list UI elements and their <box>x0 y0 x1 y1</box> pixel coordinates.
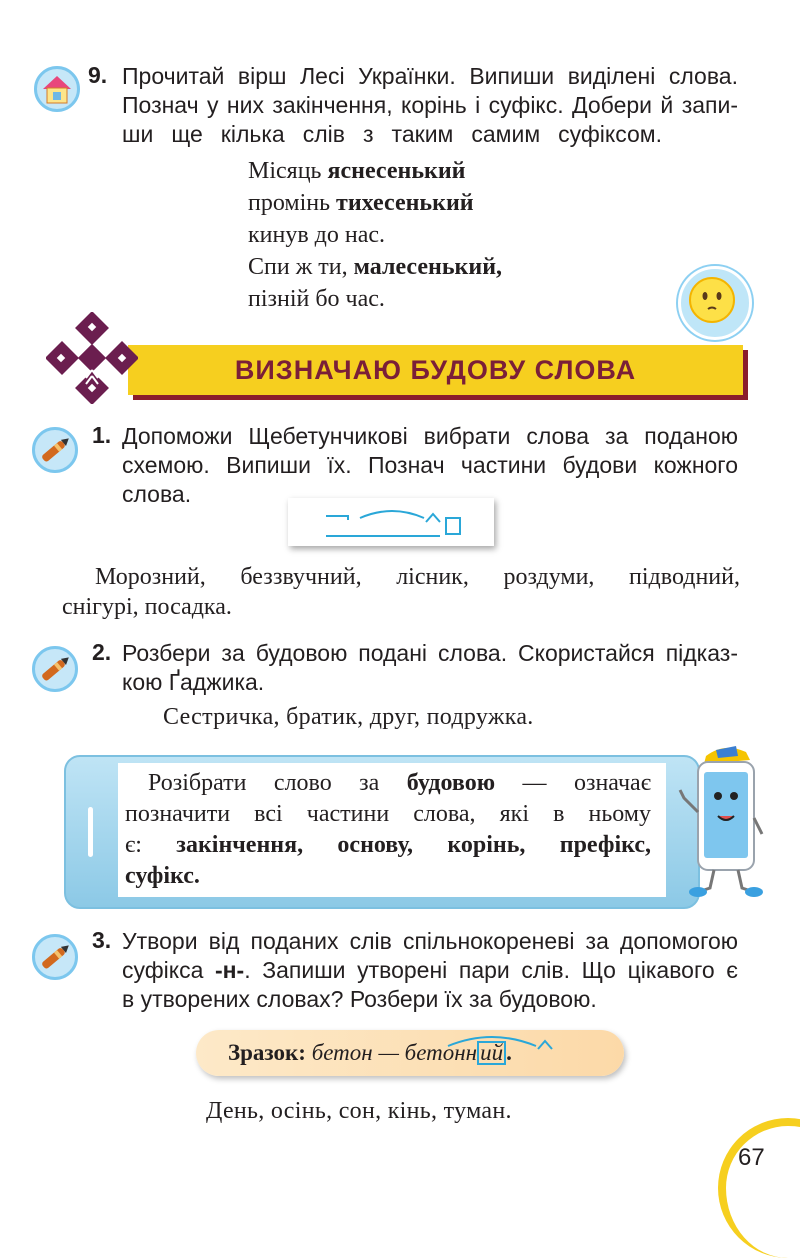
task9-line1: Прочитай вірш Лесі Українки. Випиши виділені слова. <box>122 63 738 89</box>
task3-number: 3. <box>92 927 112 953</box>
task2-line1: Розбери за будовою подані слова. Скористайся підказ- <box>122 640 738 666</box>
task2-words: Сестричка, братик, друг, подружка. <box>163 704 534 730</box>
house-icon <box>34 66 80 112</box>
task3-line1: Утвори від поданих слів спільнокореневі за допомогою <box>122 928 738 954</box>
poem-line-1: Місяць яснесенький <box>248 158 466 184</box>
task1-line2: схемою. Випиши їх. Познач частини будови кожного <box>122 452 738 478</box>
example-morpheme-marks <box>446 1030 586 1050</box>
example-suffix: н <box>465 1040 478 1065</box>
tip-card-slot <box>88 807 93 857</box>
pen-icon <box>32 934 78 980</box>
task9-line2: Познач у них закінчення, корінь і суфікс. Добери й запи- <box>122 92 738 118</box>
task9-line3: ши ще кілька слів з таким самим суфіксом. <box>122 121 662 147</box>
task2-number: 2. <box>92 639 112 665</box>
task1-words-line1: Морозний, беззвучний, лісник, роздуми, підводний, <box>95 564 740 590</box>
ornament-icon <box>46 312 138 404</box>
tip-line1: Розібрати слово за будовою — означає <box>148 770 651 796</box>
poem-line-3: кинув до нас. <box>248 222 386 248</box>
gadget-phone-character <box>676 742 766 902</box>
pen-icon <box>32 427 78 473</box>
page-number: 67 <box>738 1144 765 1171</box>
pen-icon <box>32 646 78 692</box>
tip-line3: є: закінчення, основу, корінь, префікс, <box>125 832 652 858</box>
word-scheme-diagram <box>288 498 494 546</box>
example-ending: ий <box>477 1041 506 1065</box>
task3-line2: суфікса -н-. Запиши утворені пари слів. Що цікавого є <box>122 957 738 983</box>
task1-words-line2: снігурі, посадка. <box>62 594 232 620</box>
task1-number: 1. <box>92 422 112 448</box>
example-text: Зразок: бетон — бетонн ий . <box>228 1040 512 1065</box>
task2-line2: кою Ґаджика. <box>122 669 265 695</box>
task9-number: 9. <box>88 62 108 88</box>
page-number-arc <box>718 1118 800 1258</box>
poem-line-5: пізній бо час. <box>248 286 385 312</box>
tip-line2: позначити всі частини слова, які в ньому <box>125 801 651 827</box>
tip-line4: суфікс. <box>125 863 200 889</box>
poem-line-4: Спи ж ти, малесенький, <box>248 254 503 280</box>
section-banner <box>128 345 743 395</box>
word-scheme-card <box>288 498 494 546</box>
smiley-icon <box>678 266 752 340</box>
task3-line3: в утворених словах? Розбери їх за будовою. <box>122 986 597 1012</box>
task1-line3: слова. <box>122 481 192 507</box>
task3-words: День, осінь, сон, кінь, туман. <box>206 1098 512 1124</box>
example-root: бетон <box>404 1040 466 1065</box>
task1-line1: Допоможи Щебетунчикові вибрати слова за поданою <box>122 423 738 449</box>
poem-line-2: промінь тихесенький <box>248 190 474 216</box>
section-title: ВИЗНАЧАЮ БУДОВУ СЛОВА <box>234 355 637 385</box>
